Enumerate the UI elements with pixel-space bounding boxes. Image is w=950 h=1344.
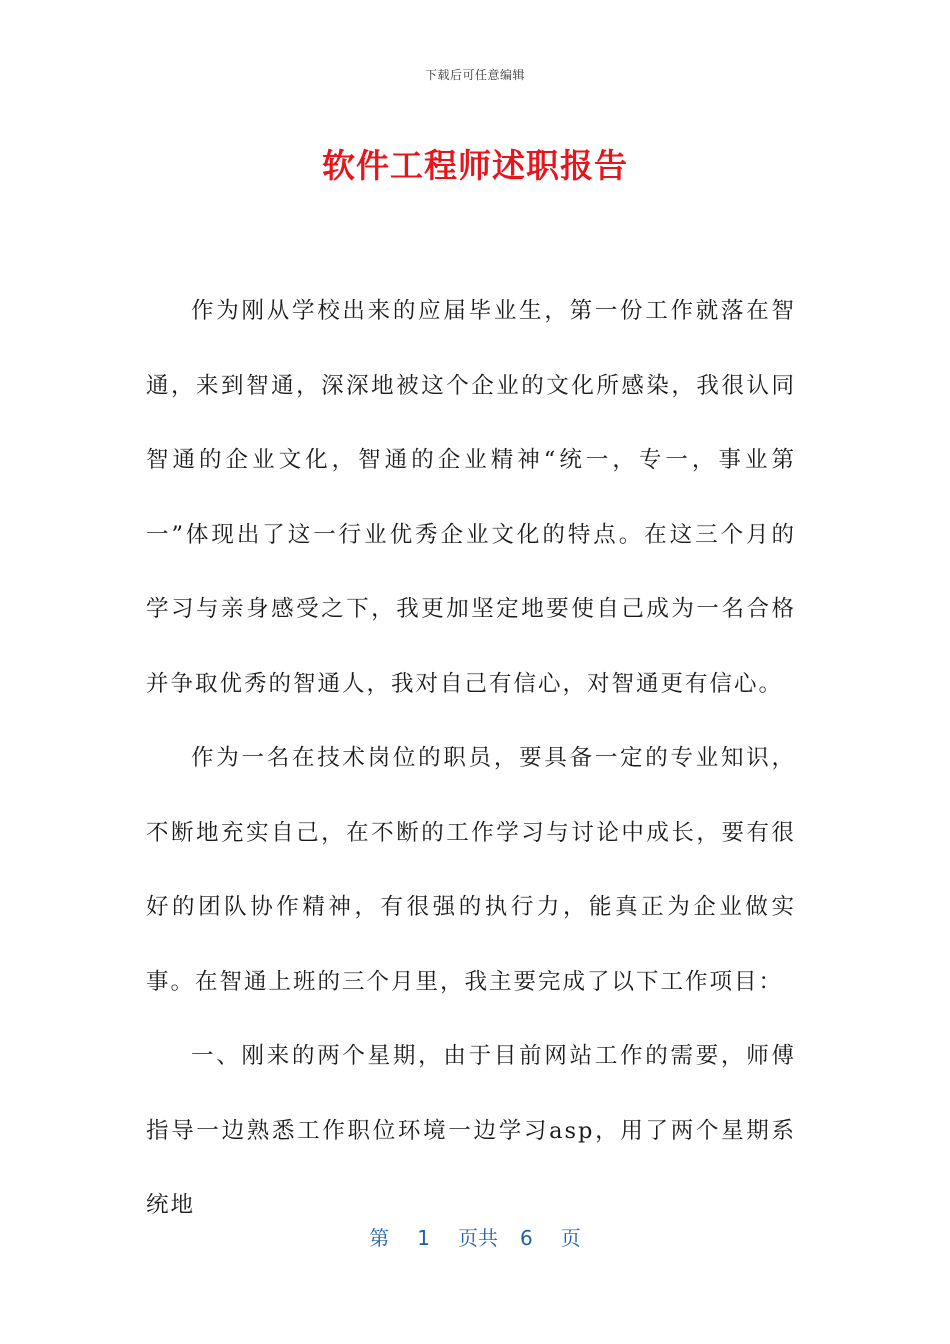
document-body — [146, 274, 796, 1243]
footer-page-suffix: 页共 — [458, 1226, 498, 1250]
footer-page-word: 第 — [369, 1226, 390, 1250]
paragraph: 作为一名在技术岗位的职员，要具备一定的专业知识，不断地充实自己，在不断的工作学习与讨论中成长，要有很好的团队协作精神，有很强的执行力，能真正为企业做实事。在智通上班的三个月里，我主要完成了以下工作项目： — [146, 745, 796, 995]
page-footer — [0, 1224, 950, 1252]
header-note: 下载后可任意编辑 — [424, 68, 525, 82]
paragraph: 一、刚来的两个星期，由于目前网站工作的需要，师傅指导一边熟悉工作职位环境一边学习asp，用了两个星期系统地 — [146, 1043, 796, 1218]
paragraph: 作为刚从学校出来的应届毕业生，第一份工作就落在智通，来到智通，深深地被这个企业的文化所感染，我很认同智通的企业文化，智通的企业精神“统一，专一，事业第一”体现出了这一行业优秀企业文化的特点。在这三个月的学习与亲身感受之下，我更加坚定地要使自己成为一名合格并争取优秀的智通人，我对自己有信心，对智通更有信心。 — [146, 298, 796, 697]
footer-total-pages: 6 — [520, 1226, 533, 1250]
footer-page-number: 1 — [417, 1226, 430, 1250]
footer-total-suffix: 页 — [560, 1226, 581, 1250]
document-title: 软件工程师述职报告 — [322, 146, 628, 185]
